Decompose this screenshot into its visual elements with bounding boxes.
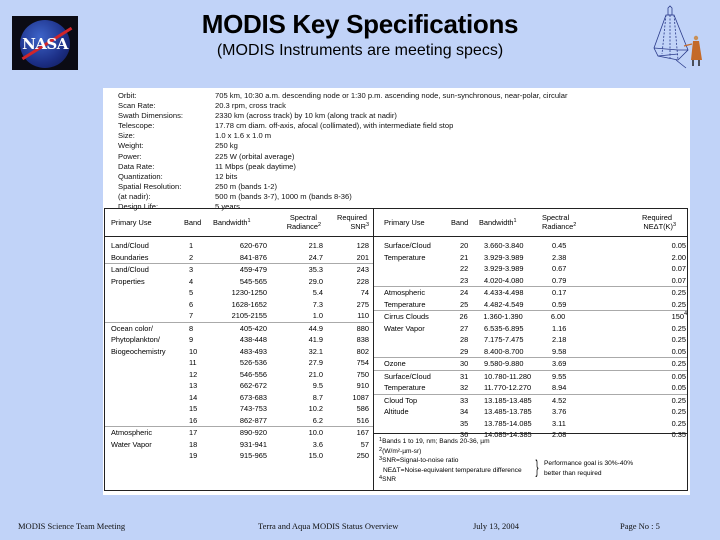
cell-band: 16 xyxy=(189,415,198,425)
cell-req: 1087 xyxy=(352,392,369,402)
cell-use: Temperature xyxy=(384,383,426,392)
footer-page-number: Page No : 5 xyxy=(620,521,660,531)
cell-use xyxy=(374,263,460,275)
cell-bw: 7.175-7.475 xyxy=(484,335,524,344)
cell-use: Water Vapor xyxy=(111,439,152,449)
cell-rad: 44.9 xyxy=(308,323,323,333)
cell-bw: 915-965 xyxy=(239,451,267,460)
cell-use xyxy=(374,346,460,358)
cell-band: 12 xyxy=(189,369,198,379)
cell-band: 15 xyxy=(189,404,198,413)
cell-rad: 0.45 xyxy=(552,241,567,250)
cell-use xyxy=(105,415,189,427)
cell-rad: 10.2 xyxy=(308,404,323,413)
table-row xyxy=(105,439,373,451)
cell-use xyxy=(374,275,460,287)
cell-req: 0.25 xyxy=(671,288,686,297)
cell-req: 754 xyxy=(356,358,369,367)
table-row xyxy=(374,382,687,394)
cell-req: 0.35 xyxy=(671,430,686,439)
cell-bw: 13.485-13.785 xyxy=(484,407,532,416)
cell-rad: 15.0 xyxy=(308,451,323,460)
spec-row-at-nadir: (at nadir): 500 m (bands 3-7), 1000 m (bands 8-36) xyxy=(118,191,352,201)
cell-band: 32 xyxy=(460,383,469,392)
cell-rad: 5.4 xyxy=(312,288,323,297)
page-subtitle: (MODIS Instruments are meeting specs) xyxy=(216,42,504,59)
cell-use: Cirrus Clouds xyxy=(384,312,429,321)
cell-req: 74 xyxy=(360,288,369,297)
cell-rad: 3.11 xyxy=(552,418,566,428)
table-row xyxy=(374,370,687,383)
cell-band: 31 xyxy=(460,371,469,381)
cell-rad: 0.79 xyxy=(552,275,567,285)
cell-req: 0.05 xyxy=(671,383,686,392)
table-row xyxy=(105,240,373,252)
cell-band: 8 xyxy=(189,323,194,333)
cell-use: Land/Cloud xyxy=(111,265,149,274)
table-row: Cirrus Clouds 26 1.360-1.390 6.00 150 4 xyxy=(374,310,687,323)
cell-req: 0.25 xyxy=(671,335,686,344)
spec-row-design-life: Design Life: 5 years xyxy=(118,202,240,212)
footnote-1: $^1$Bands 1 to 19, nm; Bands 20-36, µm xyxy=(379,437,490,445)
spec-row-telescope: Telescope: 17.78 cm diam. off-axis, afocal (collimated), with intermediate field stop xyxy=(118,121,454,131)
cell-rad: 9.55 xyxy=(552,371,567,381)
cell-use xyxy=(105,450,189,462)
cell-bw: 526-536 xyxy=(239,358,267,367)
cell-bw: 931-941 xyxy=(239,439,267,449)
cell-req: 586 xyxy=(356,404,369,413)
emissive-bands-table xyxy=(374,209,687,484)
cell-band: 30 xyxy=(460,359,469,368)
cell-req: 228 xyxy=(356,276,369,286)
cell-use: Boundaries xyxy=(111,252,149,262)
cell-rad: 27.9 xyxy=(308,358,323,367)
spec-list xyxy=(118,91,567,212)
cell-req: 0.07 xyxy=(671,264,686,273)
cell-rad: 8.94 xyxy=(552,383,567,392)
table-row xyxy=(105,415,373,427)
cell-req: 57 xyxy=(360,439,369,449)
cell-band: 10 xyxy=(189,346,198,356)
cell-use xyxy=(105,287,189,299)
cell-bw: 1628-1652 xyxy=(231,299,267,309)
table-header: Primary Use Band Bandwidth$^1$ Spectral Radiance$^2$ Required $NE\Delta T(K)^3$ xyxy=(374,209,687,237)
table-row xyxy=(374,286,687,299)
cell-band: 29 xyxy=(460,346,469,356)
cell-band: 9 xyxy=(189,335,194,344)
cell-band: 13 xyxy=(189,381,198,390)
cell-rad: 1.16 xyxy=(552,323,567,333)
cell-use xyxy=(105,369,189,381)
table-header: Primary Use Band Bandwidth$^1$ Spectral Radiance$^2$ Required SNR$^3$ xyxy=(105,209,373,237)
spec-row-swath: Swath Dimensions: 2330 km (across track) by 10 km (along track at nadir) xyxy=(118,111,397,121)
cell-rad: 35.3 xyxy=(308,265,323,274)
table-row xyxy=(105,426,373,439)
cell-bw: 673-683 xyxy=(239,392,267,402)
cell-use: Water Vapor xyxy=(384,323,425,333)
cell-band: 28 xyxy=(460,335,469,344)
footnote-2: $^2$(W/m²-µm-sr) xyxy=(379,446,422,455)
table-row xyxy=(105,322,373,335)
table-row xyxy=(374,406,687,418)
footer-topic: Terra and Aqua MODIS Status Overview xyxy=(258,521,399,531)
cell-use xyxy=(374,418,460,430)
table-row xyxy=(374,394,687,407)
cell-req: 0.05 xyxy=(671,346,686,356)
footer-meeting: MODIS Science Team Meeting xyxy=(18,521,126,531)
cell-use: Ozone xyxy=(384,359,406,368)
table-row xyxy=(374,334,687,346)
cell-bw: 405-420 xyxy=(239,323,267,333)
cell-use: Temperature xyxy=(384,252,426,262)
footnote-4: $^4$SNR xyxy=(379,475,396,484)
cell-rad: 2.18 xyxy=(552,335,567,344)
cell-rad: 6.00 xyxy=(550,312,566,321)
cell-req: 516 xyxy=(356,415,369,425)
cell-req: 0.25 xyxy=(671,407,686,416)
cell-use: Surface/Cloud xyxy=(384,241,431,250)
cell-req: 838 xyxy=(356,335,369,344)
cell-req: 250 xyxy=(356,451,369,460)
cell-use xyxy=(105,357,189,369)
modis-instrument-figure-icon xyxy=(648,4,714,72)
cell-use: Land/Cloud xyxy=(111,241,149,250)
page-title: MODIS Key Specifications xyxy=(201,9,519,39)
cell-rad: 21.0 xyxy=(308,369,323,379)
cell-bw: 890-920 xyxy=(239,428,267,437)
cell-rad: 8.7 xyxy=(312,392,323,402)
footnote-3b: NEΔT=Noise-equivalent temperature difference xyxy=(383,466,522,474)
cell-use xyxy=(105,403,189,415)
cell-rad: 3.76 xyxy=(552,407,567,416)
cell-use: Atmospheric xyxy=(384,288,426,297)
cell-use: Phytoplankton/ xyxy=(111,335,160,344)
cell-bw: 3.929-3.989 xyxy=(484,264,524,273)
cell-bw: 841-876 xyxy=(239,252,267,262)
cell-bw: 545-565 xyxy=(239,276,267,286)
table-row xyxy=(374,346,687,358)
cell-req: 243 xyxy=(356,265,369,274)
cell-band: 25 xyxy=(460,299,469,309)
cell-band: 18 xyxy=(189,439,198,449)
cell-rad: 2.38 xyxy=(552,252,567,262)
cell-req: 880 xyxy=(356,323,369,333)
cell-bw: 862-877 xyxy=(239,415,267,425)
cell-band: 27 xyxy=(460,323,469,333)
table-row xyxy=(105,392,373,404)
cell-rad: 21.8 xyxy=(308,241,323,250)
cell-band: 20 xyxy=(460,241,469,250)
table-row xyxy=(105,263,373,276)
cell-req: 150 xyxy=(671,312,684,321)
spec-row-power: Power: 225 W (orbital average) xyxy=(118,151,295,161)
table-row xyxy=(105,346,373,358)
cell-band: 7 xyxy=(189,311,194,320)
cell-use xyxy=(105,392,189,404)
table-row xyxy=(374,240,687,252)
cell-rad: 7.3 xyxy=(312,299,323,309)
cell-bw: 459-479 xyxy=(239,265,267,274)
cell-req: 2.00 xyxy=(671,252,686,262)
table-row xyxy=(105,403,373,415)
band-tables xyxy=(104,208,688,491)
spec-panel xyxy=(103,88,690,495)
table-row xyxy=(374,418,687,430)
spec-row-size: Size: 1.0 x 1.6 x 1.0 m xyxy=(118,131,272,141)
cell-bw: 438-448 xyxy=(239,335,267,344)
cell-bw: 4.433-4.498 xyxy=(484,288,524,297)
cell-bw: 1230-1250 xyxy=(231,288,267,297)
cell-bw: 1.360-1.390 xyxy=(483,312,523,321)
cell-req: 802 xyxy=(356,346,369,356)
table-row xyxy=(105,252,373,264)
cell-bw: 14.085-14.385 xyxy=(484,430,532,439)
cell-rad: 9.5 xyxy=(312,381,323,390)
cell-band: 23 xyxy=(460,275,469,285)
cell-bw: 4.482-4.549 xyxy=(484,299,524,309)
cell-bw: 3.929-3.989 xyxy=(484,252,524,262)
cell-rad: 3.6 xyxy=(312,439,323,449)
cell-bw: 9.580-9.880 xyxy=(484,359,524,368)
table-row xyxy=(105,276,373,288)
cell-rad: 24.7 xyxy=(308,252,323,262)
cell-req: 0.07 xyxy=(671,275,686,285)
cell-bw: 483-493 xyxy=(239,346,267,356)
cell-req: 0.25 xyxy=(671,323,686,333)
cell-bw: 13.785-14.085 xyxy=(484,418,532,428)
table-row xyxy=(105,287,373,299)
cell-rad: 4.52 xyxy=(552,395,567,405)
cell-band: 19 xyxy=(189,451,198,460)
table-row xyxy=(374,263,687,275)
cell-use xyxy=(105,299,189,311)
cell-band: 24 xyxy=(460,288,469,297)
cell-use xyxy=(105,380,189,392)
cell-bw: 4.020-4.080 xyxy=(484,275,524,285)
cell-band: 33 xyxy=(460,395,469,405)
cell-use: Temperature xyxy=(384,299,426,309)
table-row xyxy=(374,275,687,287)
spec-row-data-rate: Data Rate: 11 Mbps (peak daytime) xyxy=(118,161,296,171)
cell-rad: 41.9 xyxy=(308,335,323,344)
cell-use: Ocean color/ xyxy=(111,323,153,333)
cell-band: 26 xyxy=(459,312,468,321)
cell-req: 0.25 xyxy=(671,359,686,368)
cell-band: 34 xyxy=(460,407,469,416)
cell-bw: 3.660-3.840 xyxy=(484,241,524,250)
cell-req: 910 xyxy=(356,381,369,390)
cell-req: 0.25 xyxy=(671,418,686,428)
cell-use: Cloud Top xyxy=(384,395,418,405)
performance-goal-note: Performance goal is 30%-40% better than required xyxy=(544,460,634,477)
cell-band: 21 xyxy=(460,252,469,262)
footnotes xyxy=(374,433,687,491)
cell-req: 0.05 xyxy=(671,241,686,250)
cell-band: 17 xyxy=(189,428,198,437)
table-row xyxy=(105,369,373,381)
cell-req: 110 xyxy=(357,311,369,320)
cell-band: 4 xyxy=(189,276,194,286)
table-row xyxy=(374,252,687,264)
cell-bw: 10.780-11.280 xyxy=(484,371,532,381)
cell-req: 750 xyxy=(356,369,369,379)
cell-band: 11 xyxy=(189,358,197,367)
cell-band: 5 xyxy=(189,288,194,297)
cell-bw: 620-670 xyxy=(239,241,267,250)
cell-rad: 6.2 xyxy=(312,415,323,425)
table-row xyxy=(105,380,373,392)
cell-band: 22 xyxy=(460,264,469,273)
table-row xyxy=(105,310,373,322)
cell-rad: 0.67 xyxy=(552,264,567,273)
table-row xyxy=(374,299,687,311)
nasa-logo-text: NASA xyxy=(22,35,68,53)
cell-rad: 1.0 xyxy=(312,311,323,320)
table-row xyxy=(374,323,687,335)
table-row xyxy=(105,450,373,462)
cell-use xyxy=(105,310,189,322)
spec-row-scan-rate: Scan Rate: 20.3 rpm, cross track xyxy=(118,101,286,111)
cell-band: 2 xyxy=(189,252,194,262)
cell-bw: 8.400-8.700 xyxy=(484,346,524,356)
cell-rad: 9.58 xyxy=(552,346,567,356)
reflective-bands-table xyxy=(105,209,374,490)
cell-rad: 0.17 xyxy=(552,288,567,297)
footnote-3: $^3$SNR=Signal-to-noise ratio xyxy=(379,456,459,465)
cell-req: 128 xyxy=(356,241,369,250)
cell-use: Altitude xyxy=(384,407,409,416)
cell-use: Atmospheric xyxy=(111,428,153,437)
cell-bw: 6.535-6.895 xyxy=(484,323,524,333)
spec-row-orbit: Orbit: 705 km, 10:30 a.m. descending node or 1:30 p.m. ascending node, sun-synchronous, near-polar, circular xyxy=(118,91,568,100)
cell-band: 3 xyxy=(189,265,194,274)
cell-rad: 29.0 xyxy=(308,276,323,286)
cell-band: 35 xyxy=(460,418,469,428)
cell-rad: 10.0 xyxy=(308,428,323,437)
cell-req: 0.05 xyxy=(671,371,686,381)
cell-bw: 662-672 xyxy=(239,381,267,390)
spec-row-quantization: Quantization: 12 bits xyxy=(118,171,238,181)
cell-band: 1 xyxy=(189,241,194,250)
cell-band: 36 xyxy=(460,430,469,439)
cell-req: 167 xyxy=(356,428,369,437)
cell-bw: 743-753 xyxy=(239,404,267,413)
cell-bw: 546-556 xyxy=(239,369,267,379)
cell-rad: 0.59 xyxy=(552,299,567,309)
table-row xyxy=(105,334,373,346)
spec-row-weight: Weight: 250 kg xyxy=(118,141,238,151)
footer-date: July 13, 2004 xyxy=(473,521,520,531)
cell-band: 14 xyxy=(189,392,198,402)
cell-rad: 2.08 xyxy=(552,430,567,439)
cell-use: Surface/Cloud xyxy=(384,371,431,381)
cell-req: 0.25 xyxy=(671,299,686,309)
cell-req: 0.25 xyxy=(671,395,686,405)
cell-use: Biogeochemistry xyxy=(111,346,166,356)
cell-bw: 11.770-12.270 xyxy=(484,383,532,392)
cell-req: 275 xyxy=(356,299,369,309)
cell-band: 6 xyxy=(189,299,194,309)
brace-icon: } xyxy=(535,457,539,477)
cell-use: Properties xyxy=(111,276,145,286)
cell-bw: 2105-2155 xyxy=(231,311,267,320)
cell-bw: 13.185-13.485 xyxy=(484,395,532,405)
cell-rad: 3.69 xyxy=(552,359,567,368)
cell-use xyxy=(374,334,460,346)
cell-req: 201 xyxy=(356,252,369,262)
table-row xyxy=(105,299,373,311)
table-row xyxy=(374,357,687,370)
table-row xyxy=(105,357,373,369)
cell-rad: 32.1 xyxy=(308,346,323,356)
spec-row-spatial-resolution: Spatial Resolution: 250 m (bands 1-2) xyxy=(118,181,278,191)
